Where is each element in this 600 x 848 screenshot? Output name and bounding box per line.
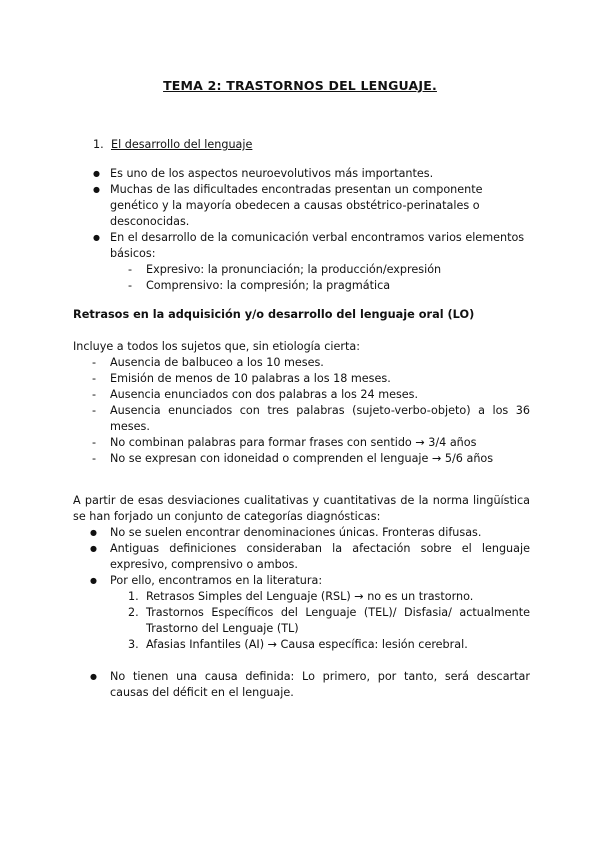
bullet-text: Por ello, encontramos en la literatura: <box>110 574 323 587</box>
bullet-icon: ● <box>90 544 97 553</box>
sub-item-text: Expresivo: la pronunciación; la producción/expresión <box>146 263 442 276</box>
item-text: No combinan palabras para formar frases con sentido → 3/4 años <box>110 436 477 449</box>
section2-intro: Incluye a todos los sujetos que, sin etiología cierta: <box>73 340 360 353</box>
item-text: Emisión de menos de 10 palabras a los 18 meses. <box>110 372 391 385</box>
list-item <box>93 166 530 182</box>
section1-number: 1. <box>93 138 104 151</box>
item-text: Ausencia de balbuceo a los 10 meses. <box>110 356 324 369</box>
list-item <box>73 387 530 403</box>
section1-bullets <box>93 166 530 294</box>
sub-item-text: Comprensivo: la compresión; la pragmática <box>146 279 391 292</box>
section3-body <box>73 493 530 701</box>
numbered-item <box>73 589 530 605</box>
list-item <box>73 525 530 541</box>
dash-icon: - <box>92 404 97 417</box>
bullet-text: Antiguas definiciones consideraban la afectación sobre el lenguaje expresivo, comprensivo o ambos. <box>110 542 530 571</box>
numbered-item-text: Trastornos Específicos del Lenguaje (TEL)/ Disfasia/ actualmente Trastorno del Lenguaje (TL) <box>146 606 530 635</box>
list-item <box>73 435 530 451</box>
page-title: TEMA 2: TRASTORNOS DEL LENGUAJE. <box>163 78 437 93</box>
sub-item <box>93 278 530 294</box>
numbered-item-text: Retrasos Simples del Lenguaje (RSL) → no es un trastorno. <box>146 590 474 603</box>
list-item <box>73 403 530 435</box>
dash-icon: - <box>92 372 97 385</box>
bullet-text: No tienen una causa definida: Lo primero, por tanto, será descartar causas del déficit en el lenguaje. <box>110 670 530 699</box>
dash-icon: - <box>92 436 97 449</box>
numbered-item <box>73 637 530 653</box>
dash-icon: - <box>92 388 97 401</box>
bullet-text: Es uno de los aspectos neuroevolutivos más importantes. <box>110 167 434 180</box>
list-item <box>73 355 530 371</box>
list-item <box>73 541 530 573</box>
dash-icon: - <box>92 452 97 465</box>
section3-intro: A partir de esas desviaciones cualitativas y cuantitativas de la norma lingüística se han forjado un conjunto de categorías diagnósticas: <box>73 494 530 523</box>
dash-icon: - <box>128 279 133 292</box>
bullet-icon: ● <box>93 169 100 178</box>
sub-item <box>93 262 530 278</box>
bullet-icon: ● <box>93 233 100 242</box>
bullet-text: Muchas de las dificultades encontradas presentan un componente genético y la mayoría obedecen a causas obstétrico-perinatales o desconocidas. <box>110 183 483 228</box>
list-item <box>73 669 530 701</box>
numbered-item <box>73 605 530 637</box>
bullet-icon: ● <box>93 185 100 194</box>
bullet-icon: ● <box>90 528 97 537</box>
section2-body <box>73 339 530 467</box>
item-number: 1. <box>128 590 139 603</box>
dash-icon: - <box>92 356 97 369</box>
list-item <box>73 451 530 467</box>
list-item <box>73 371 530 387</box>
bullet-icon: ● <box>90 672 97 681</box>
item-number: 2. <box>128 606 139 619</box>
list-item <box>73 573 530 589</box>
item-text: No se expresan con idoneidad o comprenden el lenguaje → 5/6 años <box>110 452 494 465</box>
item-text: Ausencia enunciados con dos palabras a los 24 meses. <box>110 388 419 401</box>
section1-heading <box>93 137 533 153</box>
bullet-icon: ● <box>90 576 97 585</box>
list-item <box>93 230 530 262</box>
list-item <box>93 182 530 230</box>
item-text: Ausencia enunciados con tres palabras (sujeto-verbo-objeto) a los 36 meses. <box>110 404 530 433</box>
numbered-item-text: Afasias Infantiles (AI) → Causa específica: lesión cerebral. <box>146 638 468 651</box>
section2-heading: Retrasos en la adquisición y/o desarrollo del lenguaje oral (LO) <box>73 308 475 321</box>
bullet-text: No se suelen encontrar denominaciones únicas. Fronteras difusas. <box>110 526 482 539</box>
item-number: 3. <box>128 638 139 651</box>
dash-icon: - <box>128 263 133 276</box>
section1-title: El desarrollo del lenguaje <box>111 138 253 151</box>
bullet-text: En el desarrollo de la comunicación verbal encontramos varios elementos básicos: <box>110 231 525 260</box>
